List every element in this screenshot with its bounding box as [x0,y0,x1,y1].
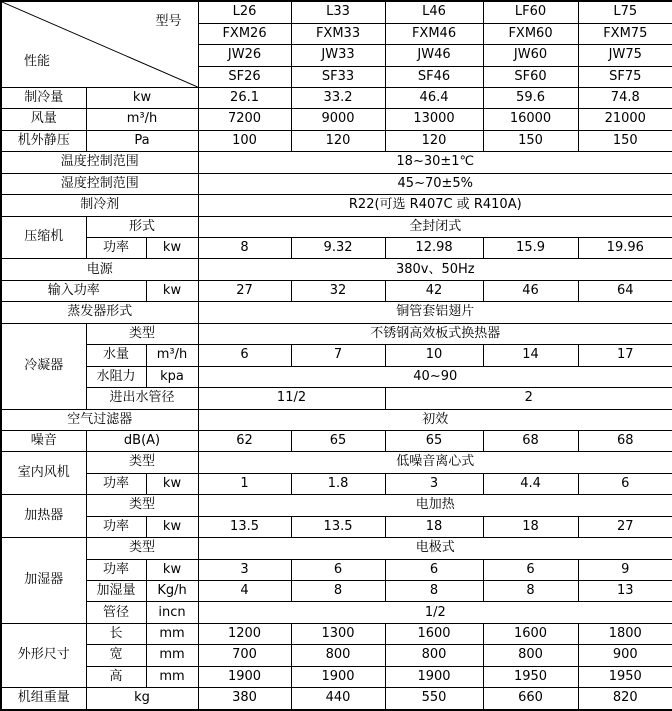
condenser-pipe-label: 进出水管径 [86,388,198,409]
condenser-type-value: 不锈钢高效板式换热器 [198,323,672,344]
dimensions-width-unit: mm [146,645,198,666]
noise-value: 65 [291,430,385,451]
table-row [1,473,672,494]
model-name: FXM46 [385,23,483,44]
air-volume-value: 21000 [578,109,672,130]
table-row [1,259,672,280]
table-row [1,366,672,387]
noise-value: 62 [198,430,291,451]
humidifier-amount-value: 4 [198,581,291,602]
dimensions-length-value: 1300 [291,623,385,644]
humidifier-label: 加湿器 [1,538,86,624]
table-row [1,216,672,237]
heater-type-value: 电加热 [198,495,672,516]
table-row [1,623,672,644]
table-row [1,109,672,130]
humidifier-power-label: 功率 [86,559,146,580]
unit-weight-label: 机组重量 [1,688,86,710]
indoor-fan-power-label: 功率 [86,473,146,494]
noise-value: 68 [483,430,578,451]
cooling-capacity-value: 33.2 [291,87,385,108]
dimensions-width-value: 800 [385,645,483,666]
humidifier-pipe-unit: incn [146,602,198,623]
dimensions-length-value: 1600 [483,623,578,644]
static-pressure-value: 120 [291,130,385,151]
humidifier-type-label: 类型 [86,538,198,559]
table-row [1,559,672,580]
corner-label-performance: 性能 [24,53,51,69]
indoor-fan-type-value: 低噪音离心式 [198,452,672,473]
dimensions-length-label: 长 [86,623,146,644]
indoor-fan-type-label: 类型 [86,452,198,473]
humidifier-power-value: 3 [198,559,291,580]
condenser-type-label: 类型 [86,323,198,344]
cooling-capacity-value: 46.4 [385,87,483,108]
air-volume-unit: m³/h [86,109,198,130]
dimensions-width-value: 800 [291,645,385,666]
table-row [1,302,672,323]
heater-power-value: 18 [483,516,578,537]
corner-header-cell [1,1,198,87]
model-name: SF75 [578,66,672,87]
indoor-fan-power-value: 6 [578,473,672,494]
condenser-water-value: 7 [291,345,385,366]
cooling-capacity-label: 制冷量 [1,87,86,108]
humidifier-power-value: 9 [578,559,672,580]
cooling-capacity-value: 74.8 [578,87,672,108]
dimensions-height-value: 1950 [483,666,578,687]
table-row [1,602,672,623]
humidifier-amount-value: 13 [578,581,672,602]
table-row [1,388,672,409]
condenser-resistance-label: 水阻力 [86,366,146,387]
table-row [1,516,672,537]
air-filter-value: 初效 [198,409,672,430]
humidifier-amount-label: 加湿量 [86,581,146,602]
cooling-capacity-value: 26.1 [198,87,291,108]
unit-weight-value: 440 [291,688,385,710]
table-row [1,173,672,194]
condenser-water-value: 14 [483,345,578,366]
table-row [1,688,672,710]
humidifier-amount-value: 8 [483,581,578,602]
condenser-water-value: 17 [578,345,672,366]
static-pressure-value: 150 [483,130,578,151]
indoor-fan-power-value: 4.4 [483,473,578,494]
dimensions-height-value: 1900 [385,666,483,687]
compressor-power-label: 功率 [86,238,146,259]
model-name: SF26 [198,66,291,87]
model-name: JW75 [578,45,672,66]
humidifier-type-value: 电极式 [198,538,672,559]
air-filter-label: 空气过滤器 [1,409,198,430]
input-power-label: 输入功率 [1,280,146,301]
dimensions-height-value: 1950 [578,666,672,687]
heater-power-unit: kw [146,516,198,537]
humidifier-power-value: 6 [385,559,483,580]
dimensions-height-value: 1900 [291,666,385,687]
table-row [1,323,672,344]
compressor-power-value: 19.96 [578,238,672,259]
noise-value: 68 [578,430,672,451]
humidifier-pipe-label: 管径 [86,602,146,623]
compressor-power-value: 9.32 [291,238,385,259]
compressor-power-value: 15.9 [483,238,578,259]
humidity-range-value: 45~70±5% [198,173,672,194]
compressor-power-unit: kw [146,238,198,259]
refrigerant-label: 制冷剂 [1,195,198,216]
dimensions-length-value: 1800 [578,623,672,644]
humidifier-power-value: 6 [483,559,578,580]
condenser-water-value: 6 [198,345,291,366]
static-pressure-label: 机外静压 [1,130,86,151]
noise-unit: dB(A) [86,430,198,451]
dimensions-height-label: 高 [86,666,146,687]
model-name: SF46 [385,66,483,87]
evaporator-value: 铜管套铝翅片 [198,302,672,323]
heater-power-label: 功率 [86,516,146,537]
condenser-water-value: 10 [385,345,483,366]
dimensions-height-value: 1900 [198,666,291,687]
model-name: FXM26 [198,23,291,44]
humidifier-power-unit: kw [146,559,198,580]
condenser-label: 冷凝器 [1,323,86,409]
unit-weight-value: 820 [578,688,672,710]
table-row [1,495,672,516]
table-row [1,87,672,108]
cooling-capacity-unit: kw [86,87,198,108]
table-row [1,130,672,151]
temp-range-label: 温度控制范围 [1,152,198,173]
dimensions-label: 外形尺寸 [1,623,86,687]
indoor-fan-power-value: 1 [198,473,291,494]
dimensions-width-label: 宽 [86,645,146,666]
condenser-pipe-value-left: 11/2 [198,388,385,409]
static-pressure-value: 100 [198,130,291,151]
table-row [1,238,672,259]
input-power-value: 64 [578,280,672,301]
model-name: L46 [385,1,483,23]
model-name: LF60 [483,1,578,23]
condenser-resistance-value: 40~90 [198,366,672,387]
humidifier-amount-value: 8 [291,581,385,602]
humidifier-amount-unit: Kg/h [146,581,198,602]
table-row [1,538,672,559]
unit-weight-value: 550 [385,688,483,710]
air-volume-value: 13000 [385,109,483,130]
condenser-water-label: 水量 [86,345,146,366]
model-name: L33 [291,1,385,23]
model-name: SF33 [291,66,385,87]
air-volume-value: 9000 [291,109,385,130]
model-name: JW60 [483,45,578,66]
heater-power-value: 27 [578,516,672,537]
table-row [1,195,672,216]
evaporator-label: 蒸发器形式 [1,302,198,323]
noise-value: 65 [385,430,483,451]
model-name: L75 [578,1,672,23]
dimensions-width-value: 800 [483,645,578,666]
noise-label: 噪音 [1,430,86,451]
model-name: FXM33 [291,23,385,44]
power-supply-label: 电源 [1,259,198,280]
cooling-capacity-value: 59.6 [483,87,578,108]
condenser-resistance-unit: kpa [146,366,198,387]
static-pressure-value: 150 [578,130,672,151]
unit-weight-unit: kg [86,688,198,710]
air-volume-value: 16000 [483,109,578,130]
air-volume-value: 7200 [198,109,291,130]
humidity-range-label: 湿度控制范围 [1,173,198,194]
input-power-value: 42 [385,280,483,301]
table-row [1,430,672,451]
input-power-unit: kw [146,280,198,301]
static-pressure-value: 120 [385,130,483,151]
humidifier-power-value: 6 [291,559,385,580]
input-power-value: 46 [483,280,578,301]
table-row [1,409,672,430]
compressor-label: 压缩机 [1,216,86,259]
compressor-power-value: 8 [198,238,291,259]
heater-label: 加热器 [1,495,86,538]
dimensions-length-unit: mm [146,623,198,644]
indoor-fan-power-unit: kw [146,473,198,494]
power-supply-value: 380v、50Hz [198,259,672,280]
table-row [1,581,672,602]
model-name: JW46 [385,45,483,66]
corner-label-model: 型号 [155,14,182,29]
indoor-fan-label: 室内风机 [1,452,86,495]
heater-power-value: 13.5 [198,516,291,537]
condenser-water-unit: m³/h [146,345,198,366]
humidifier-pipe-value: 1/2 [198,602,672,623]
indoor-fan-power-value: 1.8 [291,473,385,494]
static-pressure-unit: Pa [86,130,198,151]
compressor-type-label: 形式 [86,216,198,237]
input-power-value: 32 [291,280,385,301]
compressor-power-value: 12.98 [385,238,483,259]
table-row [1,345,672,366]
table-row [1,666,672,687]
model-name: FXM60 [483,23,578,44]
table-row [1,152,672,173]
dimensions-height-unit: mm [146,666,198,687]
model-name: FXM75 [578,23,672,44]
heater-power-value: 13.5 [291,516,385,537]
refrigerant-value: R22(可选 R407C 或 R410A) [198,195,672,216]
table-row [1,645,672,666]
humidifier-amount-value: 8 [385,581,483,602]
compressor-type-value: 全封闭式 [198,216,672,237]
table-row [1,280,672,301]
heater-power-value: 18 [385,516,483,537]
model-name: L26 [198,1,291,23]
unit-weight-value: 380 [198,688,291,710]
dimensions-width-value: 900 [578,645,672,666]
temp-range-value: 18~30±1℃ [198,152,672,173]
model-name: JW26 [198,45,291,66]
condenser-pipe-value-right: 2 [385,388,672,409]
indoor-fan-power-value: 3 [385,473,483,494]
model-name: SF60 [483,66,578,87]
input-power-value: 27 [198,280,291,301]
dimensions-length-value: 1200 [198,623,291,644]
model-row [1,1,672,23]
unit-weight-value: 660 [483,688,578,710]
dimensions-length-value: 1600 [385,623,483,644]
model-name: JW33 [291,45,385,66]
table-row [1,452,672,473]
air-volume-label: 风量 [1,109,86,130]
dimensions-width-value: 700 [198,645,291,666]
heater-type-label: 类型 [86,495,198,516]
